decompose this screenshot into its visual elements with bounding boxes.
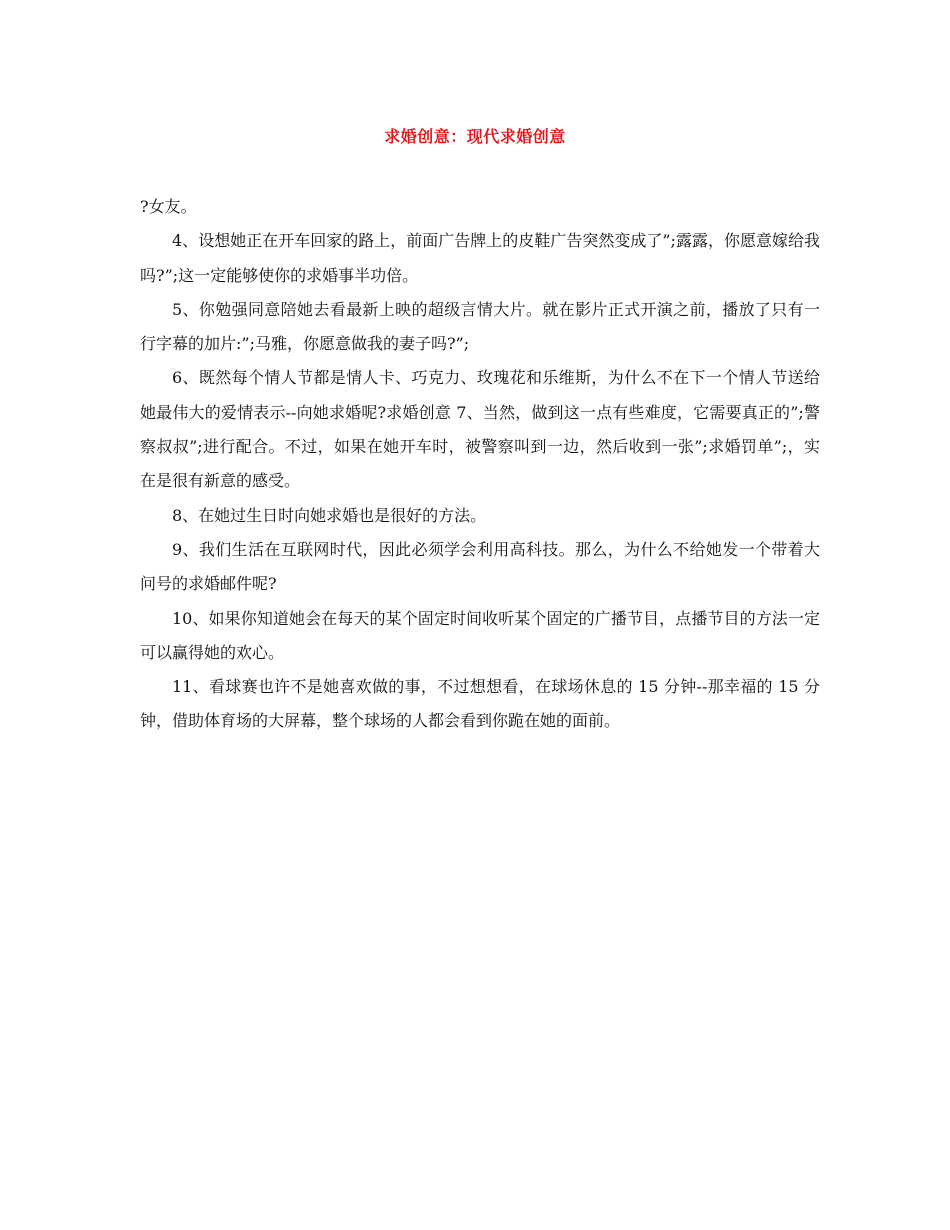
paragraph-item-6-7: 6、既然每个情人节都是情人卡、巧克力、玫瑰花和乐维斯，为什么不在下一个情人节送给她最伟大的爱情表示--向她求婚呢?求婚创意 7、当然，做到这一点有些难度，它需要真正的”;警察叔叔”;进行配合。不过，如果在她开车时，被警察叫到一边，然后收到一张”;求婚罚单”;，实在是很有新意的感受。 [140,368,820,491]
paragraph-item-4: 4、设想她正在开车回家的路上，前面广告牌上的皮鞋广告突然变成了”;露露，你愿意嫁给我吗?”;这一定能够使你的求婚事半功倍。 [140,231,820,285]
paragraph-item-9: 9、我们生活在互联网时代，因此必须学会利用高科技。那么，为什么不给她发一个带着大问号的求婚邮件呢? [140,539,820,594]
paragraph-item-10: 10、如果你知道她会在每天的某个固定时间收听某个固定的广播节目，点播节目的方法一定可以赢得她的欢心。 [140,608,820,662]
paragraph-item-11: 11、看球赛也许不是她喜欢做的事，不过想想看，在球场休息的 15 分钟--那幸福的 15 分钟，借助体育场的大屏幕，整个球场的人都会看到你跪在她的面前。 [140,677,820,731]
document-title: 求婚创意：现代求婚创意 [384,127,566,146]
document-body [140,190,820,739]
paragraph-continuation: ?女友。 [140,197,197,216]
paragraph-item-8: 8、在她过生日时向她求婚也是很好的方法。 [172,505,487,525]
paragraph-item-5: 5、你勉强同意陪她去看最新上映的超级言情大片。就在影片正式开演之前，播放了只有一行字幕的加片:”;马雅，你愿意做我的妻子吗?”; [140,299,820,354]
